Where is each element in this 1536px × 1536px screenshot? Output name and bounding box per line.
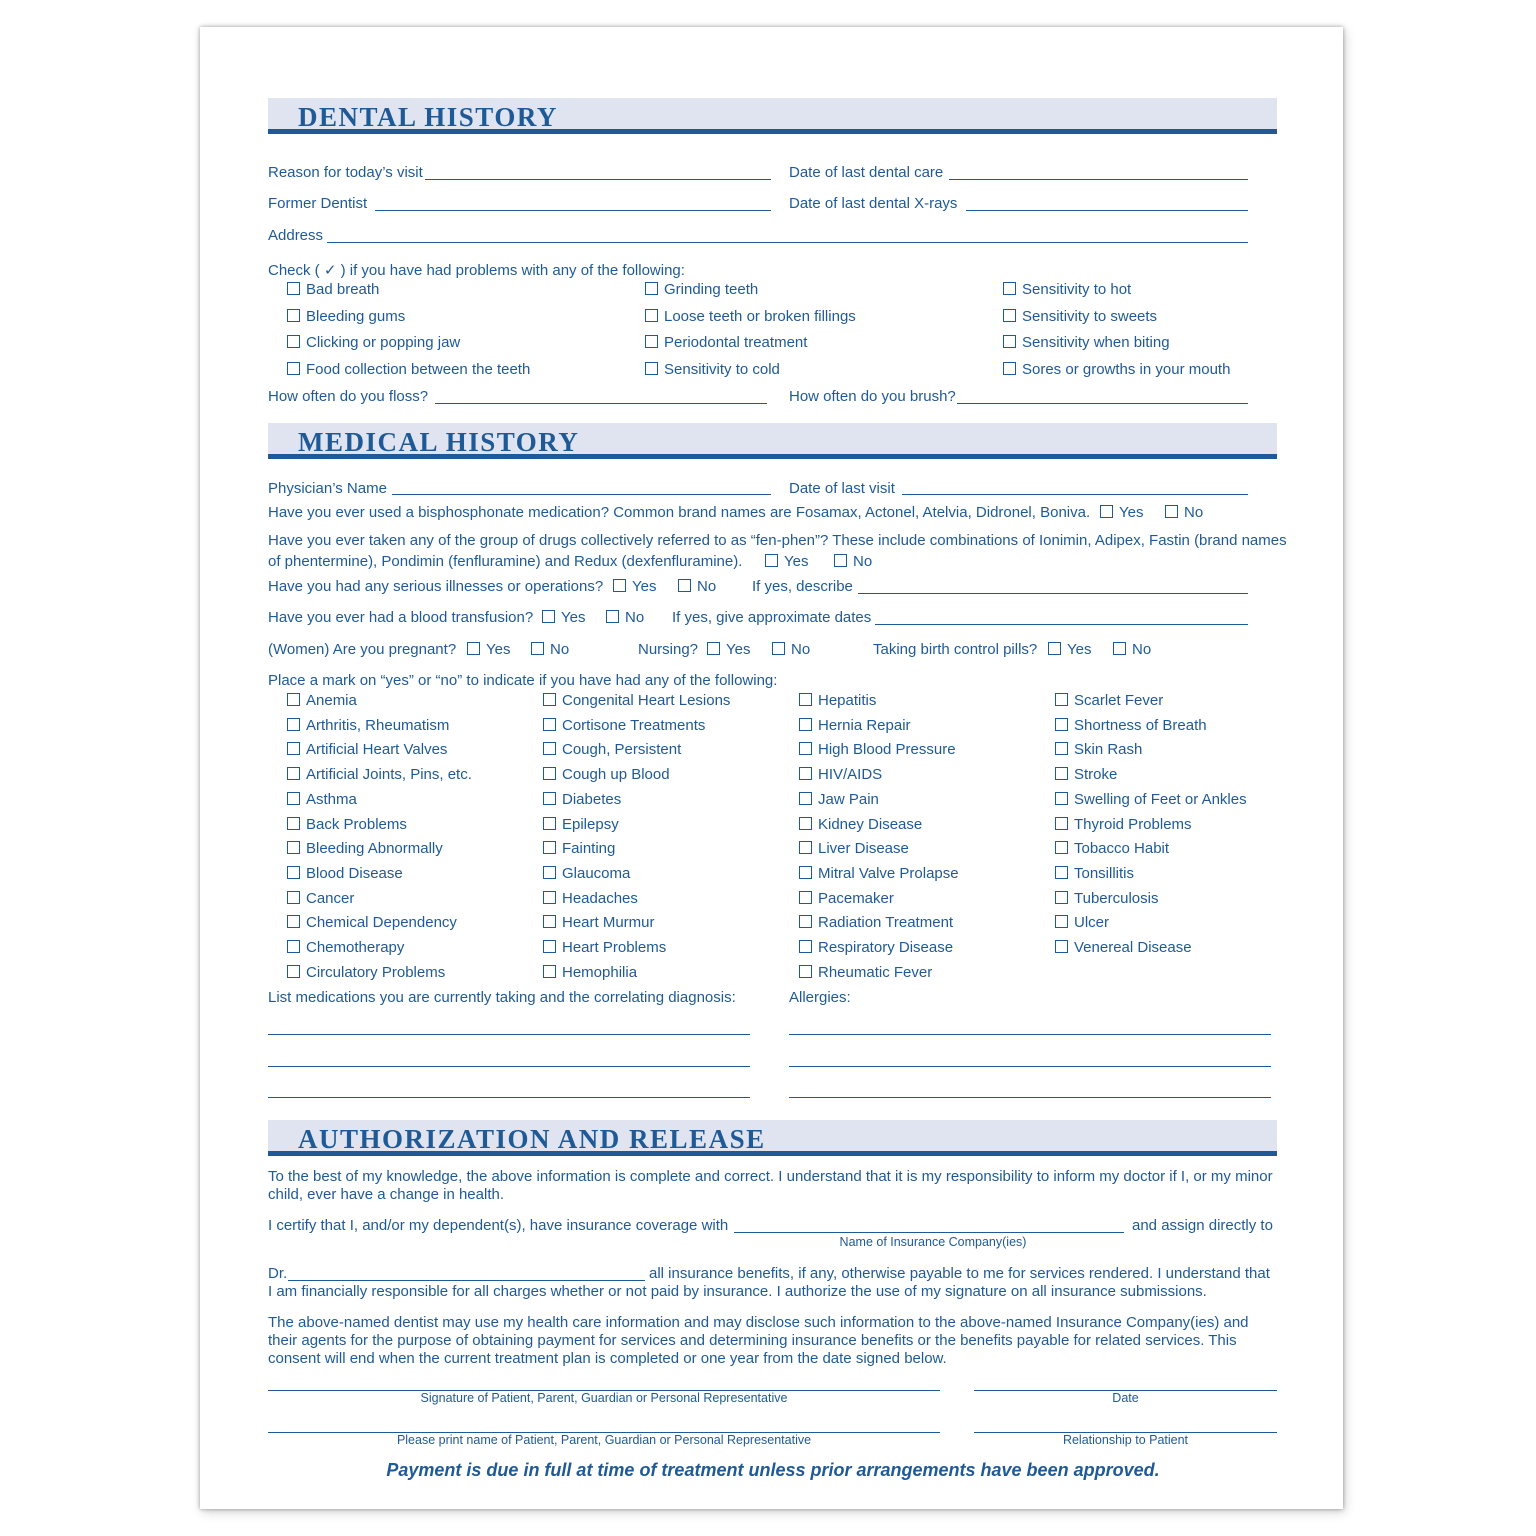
condition-item[interactable] bbox=[799, 741, 956, 759]
insurance-company-field[interactable] bbox=[734, 1232, 1124, 1233]
checkbox[interactable] bbox=[287, 742, 300, 755]
condition-item[interactable] bbox=[287, 766, 472, 784]
allergies-label: Allergies: bbox=[789, 989, 851, 1006]
checkbox-label: Fainting bbox=[562, 840, 616, 858]
checkbox-label: HIV/AIDS bbox=[818, 766, 883, 784]
checkbox[interactable] bbox=[799, 965, 812, 978]
reason-label: Reason for today’s visit bbox=[268, 164, 423, 181]
checkbox-label: Sensitivity to cold bbox=[664, 361, 780, 379]
disclosure-paragraph: The above-named dentist may use my health care information and may disclose such information to the above-named Insurance Company(ies) and their agents for the purpose of obtaining payment for services and determining insurance benefits or the benefits payable for related services. This consent will end when the current treatment plan is completed or one year from the date signed below. bbox=[268, 1314, 1249, 1367]
allergies-line[interactable] bbox=[789, 1097, 1271, 1098]
checkbox[interactable] bbox=[707, 642, 720, 655]
fenphen-no[interactable] bbox=[834, 553, 872, 571]
checkbox[interactable] bbox=[613, 579, 626, 592]
checkbox-label: Pacemaker bbox=[818, 889, 894, 907]
physician-field[interactable] bbox=[392, 494, 771, 495]
no-label: No bbox=[697, 578, 717, 595]
condition-item[interactable] bbox=[1055, 890, 1158, 908]
condition-item[interactable] bbox=[287, 717, 449, 735]
brush-field[interactable] bbox=[957, 403, 1248, 404]
illness-describe-field[interactable] bbox=[858, 593, 1248, 594]
condition-item[interactable] bbox=[287, 692, 357, 710]
checkbox[interactable] bbox=[287, 282, 300, 295]
condition-item[interactable] bbox=[287, 914, 457, 932]
dental-problem-item[interactable] bbox=[287, 308, 405, 326]
condition-item[interactable] bbox=[543, 741, 681, 759]
checkbox-label: Grinding teeth bbox=[664, 281, 759, 298]
checkbox[interactable] bbox=[1003, 309, 1016, 322]
checkbox[interactable] bbox=[543, 767, 556, 780]
transfusion-dates-label: If yes, give approximate dates bbox=[672, 609, 872, 626]
last-care-field[interactable] bbox=[949, 179, 1248, 180]
last-visit-label: Date of last visit bbox=[789, 480, 895, 497]
checkbox[interactable] bbox=[543, 965, 556, 978]
checkbox[interactable] bbox=[543, 718, 556, 731]
dr-label: Dr. bbox=[268, 1265, 288, 1282]
condition-item[interactable] bbox=[799, 840, 909, 858]
condition-item[interactable] bbox=[543, 939, 666, 957]
condition-item[interactable] bbox=[1055, 939, 1192, 957]
condition-item[interactable] bbox=[1055, 791, 1247, 809]
checkbox[interactable] bbox=[645, 282, 658, 295]
nursing-question: Nursing? bbox=[638, 641, 699, 658]
checkbox-label: High Blood Pressure bbox=[818, 741, 956, 759]
checkbox-label: Tobacco Habit bbox=[1074, 840, 1170, 858]
checkbox[interactable] bbox=[543, 866, 556, 879]
checkbox[interactable] bbox=[543, 693, 556, 706]
condition-item[interactable] bbox=[287, 840, 443, 858]
medical-history-header bbox=[268, 423, 1277, 459]
dental-problem-item[interactable] bbox=[645, 281, 758, 299]
checkbox[interactable] bbox=[1003, 335, 1016, 348]
checkbox-label: Asthma bbox=[306, 790, 357, 808]
checkbox-label: Congenital Heart Lesions bbox=[562, 692, 731, 709]
date-caption: Date bbox=[1112, 1391, 1139, 1405]
last-xray-field[interactable] bbox=[966, 210, 1248, 211]
checkbox[interactable] bbox=[531, 642, 544, 655]
condition-item[interactable] bbox=[543, 766, 670, 784]
checkbox[interactable] bbox=[1055, 718, 1068, 731]
checkbox[interactable] bbox=[287, 940, 300, 953]
checkbox[interactable] bbox=[645, 335, 658, 348]
condition-item[interactable] bbox=[543, 914, 655, 932]
no-label: No bbox=[1132, 641, 1152, 658]
fenphen-question-line2: of phentermine), Pondimin (fenfluramine) and Redux (dexfenfluramine). bbox=[268, 553, 743, 570]
checkbox[interactable] bbox=[543, 940, 556, 953]
checkbox[interactable] bbox=[834, 554, 847, 567]
no-label: No bbox=[625, 609, 645, 626]
dental-problem-item[interactable] bbox=[1003, 361, 1230, 379]
condition-item[interactable] bbox=[1055, 766, 1117, 784]
checkbox-label: Headaches bbox=[562, 889, 638, 907]
checkbox-label: Respiratory Disease bbox=[818, 939, 954, 956]
checkbox[interactable] bbox=[543, 891, 556, 904]
doctor-name-field[interactable] bbox=[288, 1280, 645, 1281]
former-dentist-label: Former Dentist bbox=[268, 195, 368, 212]
checkbox[interactable] bbox=[1055, 841, 1068, 854]
checkbox[interactable] bbox=[287, 915, 300, 928]
fenphen-yes[interactable] bbox=[765, 553, 808, 571]
condition-item[interactable] bbox=[1055, 865, 1134, 883]
checkbox[interactable] bbox=[287, 866, 300, 879]
checkbox-label: Sensitivity to hot bbox=[1022, 281, 1132, 298]
checkbox[interactable] bbox=[543, 915, 556, 928]
condition-item[interactable] bbox=[543, 791, 621, 809]
address-label: Address bbox=[268, 227, 324, 244]
condition-item[interactable] bbox=[799, 939, 953, 957]
checkbox-label: Bleeding Abnormally bbox=[306, 840, 443, 858]
illness-no[interactable] bbox=[678, 578, 716, 596]
brush-label: How often do you brush? bbox=[789, 388, 956, 405]
yes-label: Yes bbox=[486, 641, 511, 658]
condition-item[interactable] bbox=[799, 816, 922, 834]
checkbox-label: Chemical Dependency bbox=[306, 914, 457, 932]
checkbox[interactable] bbox=[645, 362, 658, 375]
checkbox[interactable] bbox=[1055, 693, 1068, 706]
checkbox[interactable] bbox=[1003, 282, 1016, 295]
checkbox-label: Scarlet Fever bbox=[1074, 692, 1164, 709]
checkbox-label: Stroke bbox=[1074, 766, 1118, 784]
checkbox[interactable] bbox=[799, 718, 812, 731]
checkbox[interactable] bbox=[287, 718, 300, 731]
checkbox-label: Tonsillitis bbox=[1074, 864, 1135, 882]
condition-item[interactable] bbox=[287, 865, 403, 883]
former-dentist-field[interactable] bbox=[375, 210, 771, 211]
benefits-text-line1: all insurance benefits, if any, otherwise payable to me for services rendered. I understand that bbox=[649, 1265, 1270, 1282]
dental-history-header bbox=[268, 98, 1277, 134]
checkbox[interactable] bbox=[1055, 767, 1068, 780]
pregnant-no[interactable] bbox=[531, 641, 569, 659]
checkbox[interactable] bbox=[1055, 940, 1068, 953]
checkbox[interactable] bbox=[799, 693, 812, 706]
checkbox[interactable] bbox=[678, 579, 691, 592]
checkbox-label: Sensitivity when biting bbox=[1022, 334, 1170, 352]
checkbox[interactable] bbox=[799, 742, 812, 755]
checkbox[interactable] bbox=[1055, 792, 1068, 805]
checkbox-label: Jaw Pain bbox=[818, 790, 879, 808]
checkbox[interactable] bbox=[287, 362, 300, 375]
birth-control-yes[interactable] bbox=[1048, 641, 1091, 659]
checkbox-label: Hepatitis bbox=[818, 692, 877, 709]
checkbox-label: Chemotherapy bbox=[306, 939, 405, 956]
condition-item[interactable] bbox=[799, 692, 876, 710]
condition-item[interactable] bbox=[1055, 741, 1142, 759]
checkbox[interactable] bbox=[287, 309, 300, 322]
checkbox[interactable] bbox=[1055, 742, 1068, 755]
transfusion-no[interactable] bbox=[606, 609, 644, 627]
dental-problem-item[interactable] bbox=[287, 281, 379, 299]
checkbox-label: Swelling of Feet or Ankles bbox=[1074, 790, 1247, 808]
checkbox-label: Heart Problems bbox=[562, 939, 667, 956]
checkbox[interactable] bbox=[772, 642, 785, 655]
checkbox-label: Circulatory Problems bbox=[306, 963, 446, 981]
yes-label: Yes bbox=[784, 553, 809, 570]
condition-item[interactable] bbox=[287, 741, 447, 759]
checkbox[interactable] bbox=[467, 642, 480, 655]
checkbox-label: Clicking or popping jaw bbox=[306, 334, 461, 352]
condition-item[interactable] bbox=[1055, 816, 1192, 834]
checkbox[interactable] bbox=[543, 841, 556, 854]
checkbox[interactable] bbox=[1055, 817, 1068, 830]
condition-item[interactable] bbox=[799, 914, 953, 932]
condition-item[interactable] bbox=[543, 692, 730, 710]
checkbox-label: Sores or growths in your mouth bbox=[1022, 361, 1231, 379]
transfusion-question: Have you ever had a blood transfusion? bbox=[268, 609, 534, 626]
checkbox-label: Cancer bbox=[306, 889, 355, 907]
checkbox[interactable] bbox=[1003, 362, 1016, 375]
checkbox[interactable] bbox=[606, 610, 619, 623]
checkbox[interactable] bbox=[799, 940, 812, 953]
checkbox[interactable] bbox=[799, 841, 812, 854]
medications-line[interactable] bbox=[268, 1097, 750, 1098]
checkbox[interactable] bbox=[765, 554, 778, 567]
condition-item[interactable] bbox=[543, 890, 638, 908]
nursing-yes[interactable] bbox=[707, 641, 750, 659]
no-label: No bbox=[1184, 504, 1204, 521]
dental-problem-item[interactable] bbox=[1003, 281, 1131, 299]
dental-problem-item[interactable] bbox=[645, 334, 807, 352]
checkbox-label: Kidney Disease bbox=[818, 815, 923, 833]
checkbox[interactable] bbox=[542, 610, 555, 623]
condition-item[interactable] bbox=[543, 717, 705, 735]
checkbox-label: Diabetes bbox=[562, 790, 622, 808]
checkbox-label: Mitral Valve Prolapse bbox=[818, 864, 959, 882]
transfusion-dates-field[interactable] bbox=[875, 624, 1248, 625]
bisphosphonate-question: Have you ever used a bisphosphonate medication? Common brand names are Fosamax, Actonel, Atelvia, Didronel, Boniva. bbox=[268, 504, 1091, 521]
condition-item[interactable] bbox=[1055, 914, 1109, 932]
checkbox-label: Venereal Disease bbox=[1074, 939, 1192, 956]
floss-label: How often do you floss? bbox=[268, 388, 429, 405]
physician-label: Physician’s Name bbox=[268, 480, 387, 497]
pregnant-question: (Women) Are you pregnant? bbox=[268, 641, 457, 658]
checkbox[interactable] bbox=[1055, 915, 1068, 928]
checkbox-label: Radiation Treatment bbox=[818, 914, 954, 932]
checkbox[interactable] bbox=[287, 792, 300, 805]
illness-describe-label: If yes, describe bbox=[752, 578, 853, 595]
condition-item[interactable] bbox=[799, 766, 882, 784]
checkbox-label: Sensitivity to sweets bbox=[1022, 307, 1158, 325]
medications-line[interactable] bbox=[268, 1066, 750, 1067]
checkbox[interactable] bbox=[287, 891, 300, 904]
condition-item[interactable] bbox=[799, 890, 894, 908]
checkbox[interactable] bbox=[1048, 642, 1061, 655]
yes-label: Yes bbox=[1119, 504, 1144, 521]
check-intro: Check ( ✓ ) if you have had problems with any of the following: bbox=[268, 262, 685, 279]
checkbox-label: Cough up Blood bbox=[562, 766, 670, 784]
condition-item[interactable] bbox=[799, 717, 911, 735]
checkbox[interactable] bbox=[799, 792, 812, 805]
checkbox-label: Liver Disease bbox=[818, 840, 909, 858]
checkbox-label: Ulcer bbox=[1074, 914, 1110, 932]
last-visit-field[interactable] bbox=[902, 494, 1248, 495]
yes-label: Yes bbox=[632, 578, 657, 595]
bisphosphonate-no[interactable] bbox=[1165, 504, 1203, 522]
yes-label: Yes bbox=[1067, 641, 1092, 658]
checkbox-label: Cough, Persistent bbox=[562, 741, 682, 759]
checkbox-label: Glaucoma bbox=[562, 864, 631, 882]
checkbox-label: Cortisone Treatments bbox=[562, 716, 706, 734]
condition-item[interactable] bbox=[1055, 717, 1207, 735]
medications-line[interactable] bbox=[268, 1034, 750, 1035]
checkbox[interactable] bbox=[543, 742, 556, 755]
signature-caption: Signature of Patient, Parent, Guardian or Personal Representative bbox=[420, 1391, 788, 1405]
checkbox[interactable] bbox=[799, 817, 812, 830]
checkbox-label: Anemia bbox=[306, 692, 357, 709]
nursing-no[interactable] bbox=[772, 641, 810, 659]
checkbox[interactable] bbox=[645, 309, 658, 322]
mark-intro: Place a mark on “yes” or “no” to indicate if you have had any of the following: bbox=[268, 672, 778, 689]
illness-yes[interactable] bbox=[613, 578, 656, 596]
condition-item[interactable] bbox=[287, 939, 404, 957]
dental-problem-item[interactable] bbox=[645, 308, 856, 326]
checkbox-label: Bad breath bbox=[306, 281, 380, 298]
checkbox-label: Loose teeth or broken fillings bbox=[664, 307, 856, 325]
medical-history-title: MEDICAL HISTORY bbox=[298, 427, 580, 457]
checkbox[interactable] bbox=[543, 792, 556, 805]
authorization-title: AUTHORIZATION AND RELEASE bbox=[298, 1124, 766, 1154]
condition-item[interactable] bbox=[543, 840, 615, 858]
payment-note: Payment is due in full at time of treatment unless prior arrangements have been approved. bbox=[386, 1460, 1160, 1480]
checkbox[interactable] bbox=[287, 335, 300, 348]
checkbox-label: Thyroid Problems bbox=[1074, 815, 1192, 833]
reason-field[interactable] bbox=[425, 179, 771, 180]
checkbox[interactable] bbox=[287, 965, 300, 978]
condition-item[interactable] bbox=[543, 816, 619, 834]
condition-item[interactable] bbox=[799, 791, 879, 809]
yes-label: Yes bbox=[726, 641, 751, 658]
condition-item[interactable] bbox=[287, 964, 445, 982]
no-label: No bbox=[550, 641, 570, 658]
checkbox-label: Heart Murmur bbox=[562, 914, 655, 932]
condition-item[interactable] bbox=[799, 865, 959, 883]
medications-label: List medications you are currently taking and the correlating diagnosis: bbox=[268, 989, 736, 1006]
allergies-line[interactable] bbox=[789, 1034, 1271, 1035]
checkbox[interactable] bbox=[1113, 642, 1126, 655]
last-care-label: Date of last dental care bbox=[789, 164, 944, 181]
dental-problem-item[interactable] bbox=[1003, 334, 1170, 352]
knowledge-paragraph: To the best of my knowledge, the above information is complete and correct. I understand that it is my responsibility to inform my doctor if I, or my minor child, ever have a change in health. bbox=[268, 1168, 1273, 1203]
transfusion-yes[interactable] bbox=[542, 609, 585, 627]
checkbox[interactable] bbox=[287, 841, 300, 854]
checkbox[interactable] bbox=[799, 767, 812, 780]
condition-item[interactable] bbox=[287, 791, 357, 809]
checkbox[interactable] bbox=[287, 817, 300, 830]
checkbox-label: Shortness of Breath bbox=[1074, 716, 1207, 734]
checkbox-label: Hernia Repair bbox=[818, 716, 911, 734]
birth-control-question: Taking birth control pills? bbox=[873, 641, 1038, 658]
checkbox-label: Back Problems bbox=[306, 815, 407, 833]
checkbox-label: Arthritis, Rheumatism bbox=[306, 716, 450, 734]
allergies-line[interactable] bbox=[789, 1066, 1271, 1067]
checkbox[interactable] bbox=[1055, 866, 1068, 879]
last-xray-label: Date of last dental X-rays bbox=[789, 195, 958, 212]
checkbox[interactable] bbox=[799, 866, 812, 879]
checkbox[interactable] bbox=[1165, 505, 1178, 518]
illness-question: Have you had any serious illnesses or operations? bbox=[268, 578, 604, 595]
condition-item[interactable] bbox=[543, 865, 630, 883]
authorization-header bbox=[268, 1120, 1277, 1156]
yes-label: Yes bbox=[561, 609, 586, 626]
checkbox[interactable] bbox=[799, 891, 812, 904]
checkbox-label: Artificial Joints, Pins, etc. bbox=[306, 766, 472, 784]
birth-control-no[interactable] bbox=[1113, 641, 1151, 659]
checkbox-label: Periodontal treatment bbox=[664, 334, 808, 352]
checkbox-label: Bleeding gums bbox=[306, 307, 406, 325]
floss-field[interactable] bbox=[435, 403, 767, 404]
checkbox-label: Hemophilia bbox=[562, 963, 638, 981]
condition-item[interactable] bbox=[1055, 692, 1163, 710]
benefits-text-line2: I am financially responsible for all charges whether or not paid by insurance. I authorize the use of my signature on all insurance submissions. bbox=[268, 1283, 1207, 1300]
pregnant-yes[interactable] bbox=[467, 641, 510, 659]
checkbox[interactable] bbox=[287, 693, 300, 706]
dental-problem-item[interactable] bbox=[287, 361, 530, 379]
condition-item[interactable] bbox=[799, 964, 932, 982]
checkbox-label: Artificial Heart Valves bbox=[306, 741, 448, 759]
bisphosphonate-yes[interactable] bbox=[1100, 504, 1143, 522]
checkbox-label: Tuberculosis bbox=[1074, 889, 1159, 907]
insurance-company-caption: Name of Insurance Company(ies) bbox=[839, 1235, 1027, 1249]
no-label: No bbox=[853, 553, 873, 570]
assign-text: and assign directly to bbox=[1132, 1217, 1273, 1234]
checkbox[interactable] bbox=[1055, 891, 1068, 904]
checkbox[interactable] bbox=[799, 915, 812, 928]
dental-history-title: DENTAL HISTORY bbox=[298, 102, 558, 132]
relationship-caption: Relationship to Patient bbox=[1062, 1433, 1189, 1447]
checkbox[interactable] bbox=[543, 817, 556, 830]
condition-item[interactable] bbox=[287, 890, 354, 908]
dental-problem-item[interactable] bbox=[287, 334, 460, 352]
no-label: No bbox=[791, 641, 811, 658]
fenphen-question-line1: Have you ever taken any of the group of drugs collectively referred to as “fen-phen”? These include combinations of Ionimin, Adipex, Fastin (brand names bbox=[268, 532, 1287, 549]
checkbox-label: Rheumatic Fever bbox=[818, 963, 933, 981]
condition-item[interactable] bbox=[543, 964, 637, 982]
checkbox-label: Food collection between the teeth bbox=[306, 361, 531, 379]
checkbox[interactable] bbox=[1100, 505, 1113, 518]
address-field[interactable] bbox=[327, 242, 1248, 243]
checkbox[interactable] bbox=[287, 767, 300, 780]
dental-problem-item[interactable] bbox=[645, 361, 780, 379]
dental-problem-item[interactable] bbox=[1003, 308, 1157, 326]
certify-text: I certify that I, and/or my dependent(s), have insurance coverage with bbox=[268, 1217, 729, 1234]
checkbox-label: Blood Disease bbox=[306, 864, 403, 882]
condition-item[interactable] bbox=[1055, 840, 1169, 858]
checkbox-label: Epilepsy bbox=[562, 815, 619, 833]
condition-item[interactable] bbox=[287, 816, 407, 834]
checkbox-label: Skin Rash bbox=[1074, 741, 1143, 759]
print-name-caption: Please print name of Patient, Parent, Guardian or Personal Representative bbox=[396, 1433, 812, 1447]
